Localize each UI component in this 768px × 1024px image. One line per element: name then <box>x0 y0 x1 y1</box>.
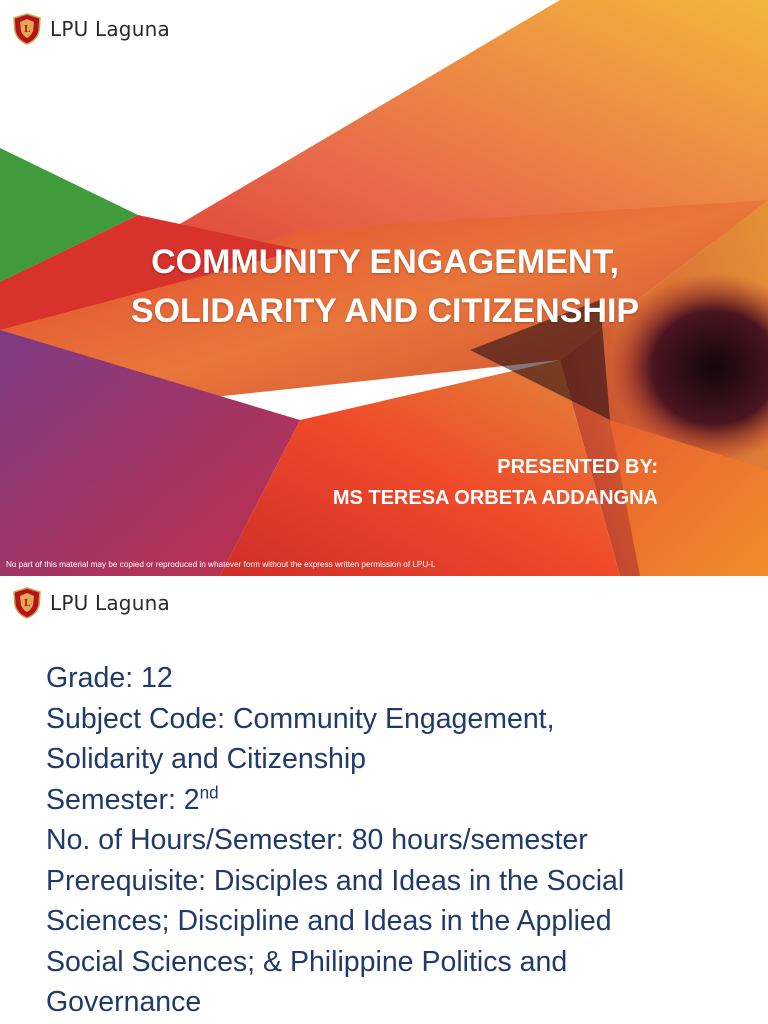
logo-text: LPU Laguna <box>50 17 170 41</box>
subject-line-1: Subject Code: Community Engagement, <box>46 702 555 735</box>
title-line-2: SOLIDARITY AND CITIZENSHIP <box>130 292 640 330</box>
prereq-line-2: Sciences; Discipline and Ideas in the Applied <box>46 905 612 937</box>
lpu-logo <box>10 12 170 46</box>
semester-suffix: nd <box>199 783 219 802</box>
presenter-block <box>333 452 658 514</box>
svg-text:L: L <box>23 25 31 35</box>
grade-line: Grade: 12 <box>46 662 173 694</box>
prereq-line-1: Prerequisite: Disciples and Ideas in the Social <box>46 864 625 897</box>
course-info <box>46 658 746 1023</box>
course-info-slide <box>0 576 768 1024</box>
prereq-line-3: Social Sciences; & Philippine Politics and <box>46 945 568 978</box>
lpu-crest-icon <box>10 12 44 46</box>
hours-line: No. of Hours/Semester: 80 hours/semester <box>46 824 588 856</box>
lpu-crest-icon <box>10 586 44 620</box>
prereq-line-4: Governance <box>46 986 202 1018</box>
logo-text: LPU Laguna <box>50 591 170 615</box>
semester-line <box>46 780 746 821</box>
svg-text:L: L <box>23 599 31 609</box>
subject-line-2: Solidarity and Citizenship <box>46 743 366 775</box>
title-line-1: COMMUNITY ENGAGEMENT, <box>151 243 619 281</box>
presenter-name: MS TERESA ORBETA ADDANGNA <box>332 487 658 509</box>
presented-by-label: PRESENTED BY: <box>497 456 658 478</box>
semester-label: Semester: 2 <box>46 783 200 816</box>
slide-title <box>90 238 680 336</box>
copyright-disclaimer: No part of this material may be copied or reproduced in whatever form without the express written permission of LPU-L <box>6 560 436 569</box>
lpu-logo <box>10 586 170 620</box>
